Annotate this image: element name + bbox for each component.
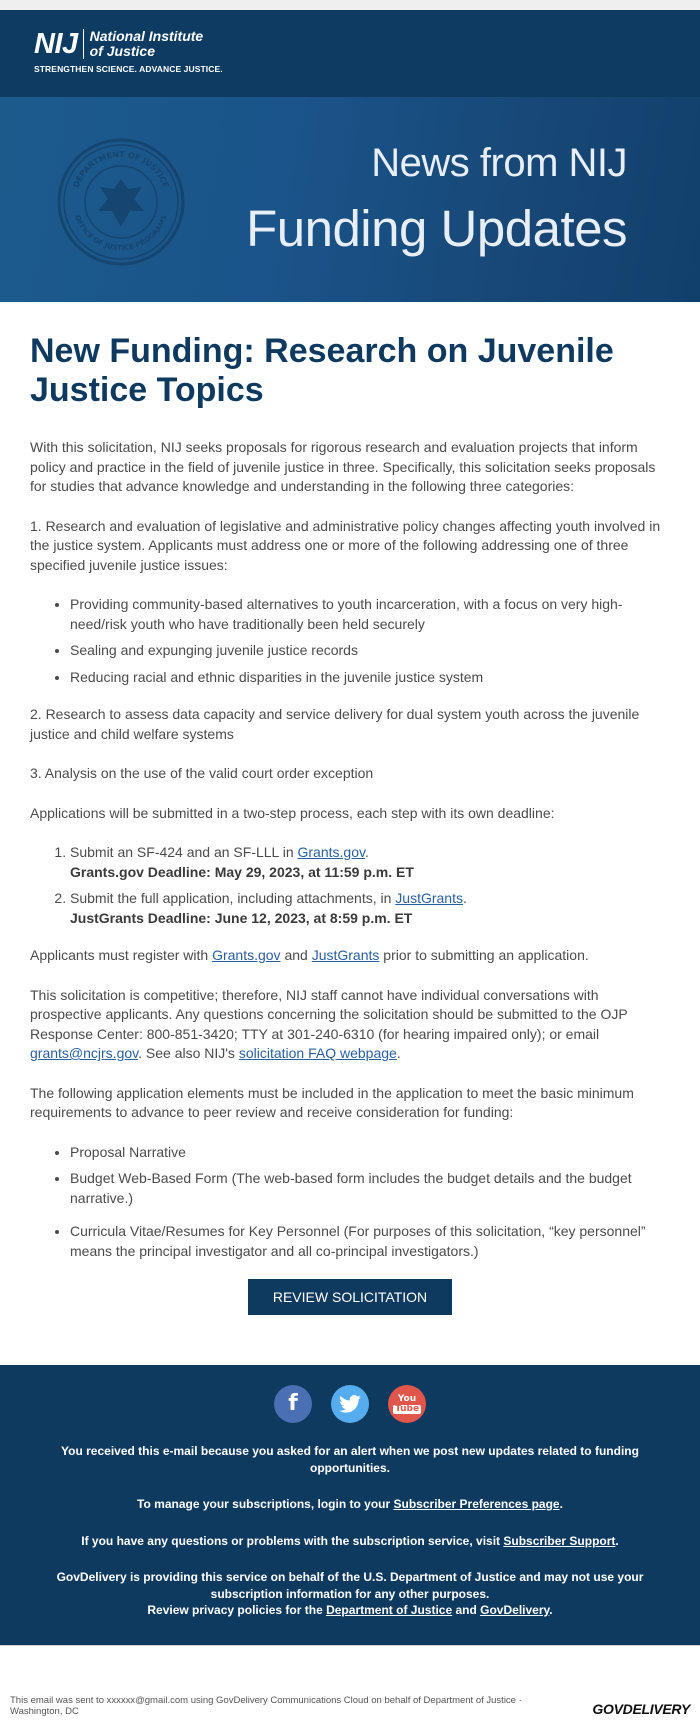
subscriber-support-link[interactable]: Subscriber Support: [503, 1533, 616, 1548]
logo-line-2: of Justice: [89, 43, 155, 59]
privacy-period: .: [549, 1603, 553, 1617]
button-wrapper: [30, 1279, 670, 1315]
register-and: and: [280, 947, 312, 963]
intro-paragraph: With this solicitation, NIJ seeks proposals for rigorous research and evaluation projects that inform policy and practice in the field of juvenile justice in three. Specifically, this solicitation seeks proposals for studies that advance knowledge and understanding in the following three categories:: [30, 439, 656, 494]
subscriber-preferences-link[interactable]: Subscriber Preferences page: [393, 1497, 560, 1511]
email-link[interactable]: grants@ncjrs.gov: [30, 1045, 139, 1061]
logo-main: [34, 29, 223, 59]
logo-tagline: STRENGTHEN SCIENCE. ADVANCE JUSTICE.: [34, 64, 223, 74]
facebook-icon[interactable]: f: [274, 1385, 312, 1423]
justgrants-link[interactable]: JustGrants: [395, 890, 463, 906]
support-notice: [30, 1533, 670, 1550]
logo-abbrev: NIJ: [34, 27, 78, 60]
register-paragraph: [30, 946, 670, 966]
review-solicitation-button[interactable]: REVIEW SOLICITATION: [248, 1279, 452, 1315]
period: .: [396, 1045, 401, 1061]
banner-subtitle: News from NIJ: [371, 141, 627, 185]
competitive-text: This solicitation is competitive; therefore, NIJ staff cannot have individual conversations with prospective applicants. Any questions concerning the solicitation should be submitted to the OJP Response Center: 800-851-3420; TTY at 301-240-6310 (for hearing impaired only); or email: [30, 986, 628, 1042]
manage-text: To manage your subscriptions, login to your: [137, 1497, 394, 1511]
bottom-bar: [0, 1645, 700, 1726]
register-text-end: prior to submitting an application.: [379, 947, 589, 963]
email-footer: [0, 1365, 700, 1647]
list-item: • Sealing and expunging juvenile justice records: [70, 641, 670, 661]
twitter-icon[interactable]: [331, 1385, 369, 1423]
step-1-text: Submit an SF-424 and an SF-LLL in: [70, 844, 298, 860]
support-period: .: [615, 1533, 619, 1548]
doj-privacy-link[interactable]: Department of Justice: [326, 1603, 453, 1617]
svg-text:DEPARTMENT OF JUSTICE: DEPARTMENT OF JUSTICE: [71, 149, 171, 189]
divider: [0, 1645, 700, 1646]
elements-intro: The following application elements must be included in the application to meet the basic minimum requirements to advance to peer review and receive consideration for funding:: [30, 1084, 634, 1120]
youtube-label-bottom: Tube: [394, 1403, 420, 1414]
list-item: • Curricula Vitae/Resumes for Key Personnel (For purposes of this solicitation, “key personnel” means the principal investigator and all co-principal investigators.): [70, 1222, 670, 1261]
issues-list: [30, 595, 670, 687]
list-item: • Proposal Narrative: [70, 1143, 670, 1163]
hero-banner: [0, 97, 700, 302]
main-content: [0, 302, 700, 1365]
see-also-text: . See also NIJ's: [138, 1045, 239, 1061]
logo-institute-name: [90, 29, 204, 59]
social-links: [30, 1385, 670, 1423]
youtube-icon[interactable]: [388, 1385, 426, 1423]
register-text: Applicants must register with: [30, 947, 213, 963]
logo-line-1: National Institute: [89, 28, 204, 44]
category-2: 2. Research to assess data capacity and service delivery for dual system youth across the juvenile justice and child welfare systems: [30, 706, 640, 742]
svg-text:OFFICE OF JUSTICE PROGRAMS: OFFICE OF JUSTICE PROGRAMS: [73, 214, 169, 253]
email-container: [0, 10, 700, 1647]
register-justgrants-link[interactable]: JustGrants: [311, 947, 380, 963]
register-grants-gov-link[interactable]: Grants.gov: [212, 947, 281, 963]
step-2-text: Submit the full application, including attachments, in: [70, 890, 396, 906]
nij-logo[interactable]: [34, 29, 223, 74]
step-2: 2. Submit the full application, including attachments, in JustGrants. JustGrants Deadline: June 12, 2023, at 8:59 p.m. ET: [70, 889, 670, 928]
manage-subscriptions: [30, 1496, 670, 1513]
grants-gov-link[interactable]: Grants.gov: [297, 844, 365, 860]
article-title: New Funding: Research on Juvenile Justice Topics: [30, 332, 614, 409]
govdelivery-logo[interactable]: GOVDELIVERY: [592, 1701, 690, 1717]
category-3: 3. Analysis on the use of the valid court order exception: [30, 765, 374, 781]
youtube-label-top: You: [397, 1393, 417, 1404]
list-item: • Budget Web-Based Form (The web-based form includes the budget details and the budget narrative.): [70, 1169, 670, 1208]
list-item: • Reducing racial and ethnic disparities in the juvenile justice system: [70, 668, 670, 688]
category-1: 1. Research and evaluation of legislative and administrative policy changes affecting youth involved in the justice system. Applicants must address one or more of the following addressing one of three specified juvenile justice issues:: [30, 517, 661, 573]
logo-divider: [83, 29, 84, 59]
step-1: 1. Submit an SF-424 and an SF-LLL in Grants.gov. Grants.gov Deadline: May 29, 2023, at 11:59 p.m. ET: [70, 843, 670, 882]
elements-list: [30, 1143, 670, 1262]
govdelivery-text: GovDelivery is providing this service on behalf of the U.S. Department of Justice and may not use your subscription information for any other purposes.: [56, 1570, 644, 1601]
govdelivery-notice: [30, 1569, 670, 1619]
sent-to-notice: This email was sent to xxxxxx@gmail.com using GovDelivery Communications Cloud on behalf of Department of Justice · Washington, DC: [10, 1695, 522, 1717]
process-intro: Applications will be submitted in a two-step process, each step with its own deadline:: [30, 804, 555, 821]
banner-title: Funding Updates: [246, 200, 627, 257]
list-item: • Providing community-based alternatives to youth incarceration, with a focus on very high-need/risk youth who have traditionally been held securely: [70, 595, 670, 634]
email-header: [0, 10, 700, 97]
competitive-paragraph: [30, 986, 670, 1064]
manage-period: .: [559, 1497, 563, 1511]
support-text: If you have any questions or problems with the subscription service, visit: [81, 1533, 504, 1548]
faq-link[interactable]: solicitation FAQ webpage: [238, 1045, 397, 1061]
step-2-deadline: JustGrants Deadline: June 12, 2023, at 8:59 p.m. ET: [70, 909, 413, 926]
steps-list: [30, 843, 670, 928]
step-1-deadline: Grants.gov Deadline: May 29, 2023, at 11:59 p.m. ET: [70, 863, 414, 880]
privacy-text: Review privacy policies for the: [147, 1603, 327, 1617]
govdelivery-privacy-link[interactable]: GovDelivery: [480, 1603, 550, 1617]
privacy-and: and: [452, 1603, 481, 1617]
alert-notice: You received this e-mail because you asked for an alert when we post new updates related to funding opportunities.: [61, 1444, 639, 1475]
doj-seal-icon: [56, 137, 186, 267]
